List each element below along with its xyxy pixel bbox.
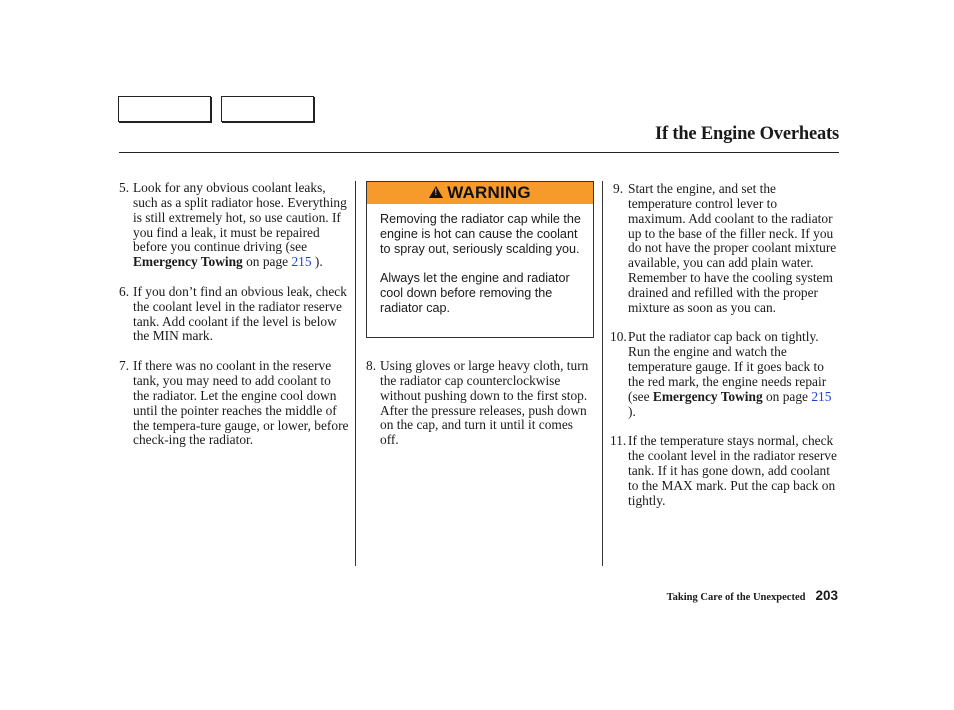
step-text-end: ). [311,254,323,270]
step-number: 10. [610,329,627,345]
step-number: 5. [119,180,130,195]
warning-header [367,182,593,204]
column-2 [366,359,592,463]
nav-button-next[interactable] [221,96,314,122]
warning-body [367,204,593,316]
step-8 [366,359,592,448]
step-text: Start the engine, and set the temperature control lever to maximum. Add coolant to the radiator up to the base of the filler neck. If you do not have the proper coolant mixture available, you can add plain water. Remember to have the cooling system drained and refilled with the proper mixture as soon as you can. [628,181,837,315]
page-link-215[interactable]: 215 [291,254,312,270]
warning-paragraph-1: Removing the radiator cap while the engine is hot can cause the coolant to spray out, seriously scalding you. [380,212,581,256]
step-text: If the temperature stays normal, check the coolant level in the radiator reserve tank. If it has gone down, add coolant to the MAX mark. Put the cap back on tightly. [628,433,837,508]
column-3 [610,182,838,523]
step-number: 6. [119,283,130,299]
title-rule [119,152,839,153]
page-title: If the Engine Overheats [655,124,839,144]
emergency-towing-ref: Emergency Towing [133,254,243,270]
step-text: Using gloves or large heavy cloth, turn the radiator cap counterclockwise without pushing down to the first stop. After the pressure releases, push down on the cap, and turn it until it comes off. [380,358,589,448]
page-footer [667,588,838,603]
step-number: 9. [613,181,624,196]
step-number: 7. [119,358,130,374]
step-text: Put the radiator cap back on tightly. Run the engine and watch the temperature gauge. If it goes back to the red mark, the engine needs repair (see [628,329,827,404]
step-10 [610,330,838,419]
step-9 [610,182,838,316]
column-1 [119,181,349,463]
step-number: 8. [366,358,377,373]
page-link-215[interactable]: 215 [811,388,832,404]
emergency-towing-ref: Emergency Towing [652,388,763,404]
step-11 [610,434,838,508]
step-5 [119,181,349,270]
warning-paragraph-2: Always let the engine and radiator cool down before removing the radiator cap. [380,271,570,316]
warning-box [366,181,594,338]
warning-triangle-icon [429,186,443,198]
step-6 [119,285,349,344]
step-text: If there was no coolant in the reserve tank, you may need to add coolant to the radiator. Let the engine cool down until the pointer reaches the middle of the tempera-ture gauge, or lower, before check-ing the radiator. [133,358,349,448]
nav-button-prev[interactable] [118,96,211,122]
step-number: 11. [610,433,627,449]
step-text-after: on page [242,254,292,270]
step-text: Look for any obvious coolant leaks, such as a split radiator hose. Everything is still extremely hot, so use caution. If you find a leak, it must be repaired before you continue driving (see [133,180,347,255]
step-text-after: on page [762,388,812,404]
footer-section-title: Taking Care of the Unexpected [666,592,806,603]
column-divider-2 [602,181,603,566]
warning-label: WARNING [447,183,531,202]
step-7 [119,359,349,448]
step-text-end: ). [628,403,636,419]
step-text: If you don’t find an obvious leak, check the coolant level in the radiator reserve tank. Add coolant if the level is below the MIN mark. [133,283,347,344]
page-number: 203 [815,588,838,603]
column-divider-1 [355,181,356,566]
